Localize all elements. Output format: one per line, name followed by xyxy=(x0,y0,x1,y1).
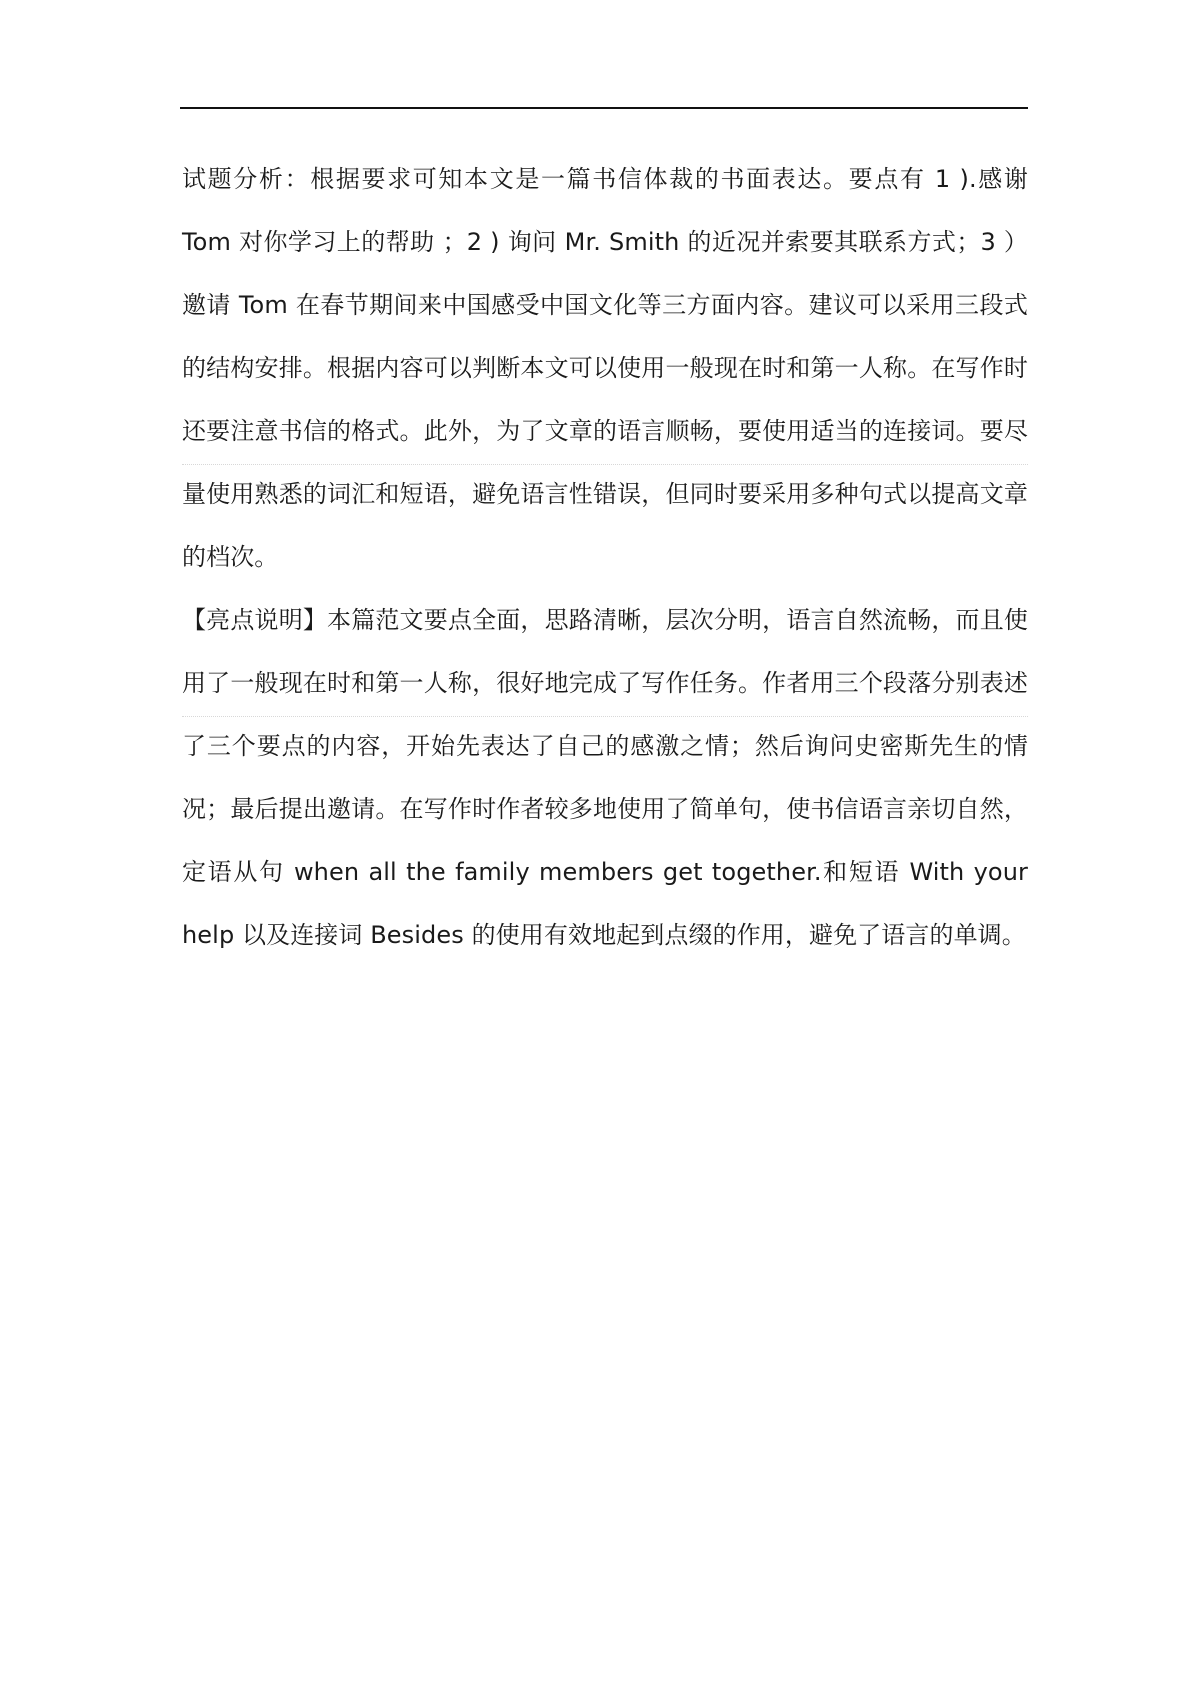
highlights-paragraph: 【亮点说明】本篇范文要点全面，思路清晰，层次分明，语言自然流畅，而且使用了一般现在时和第一人称，很好地完成了写作任务。作者用三个段落分别表述了三个要点的内容，开始先表达了自己的感激之情；然后询问史密斯先生的情况；最后提出邀请。在写作时作者较多地使用了简单句，使书信语言亲切自然，定语从句 when all the family members get together.和短语 With your help 以及连接词 Besides 的使用有效地起到点缀的作用，避免了语言的单调。 xyxy=(182,606,1028,949)
header-rule xyxy=(180,107,1028,109)
analysis-paragraph: 试题分析：根据要求可知本文是一篇书信体裁的书面表达。要点有 1 ).感谢 Tom 对你学习上的帮助 ；2 ) 询问 Mr. Smith 的近况并索要其联系方式；3 ） 邀请 Tom 在春节期间来中国感受中国文化等三方面内容。建议可以采用三段式的结构安排。根据内容可以判断本文可以使用一般现在时和第一人称。在写作时还要注意书信的格式。此外，为了文章的语言顺畅，要使用适当的连接词。要尽量使用熟悉的词汇和短语，避免语言性错误，但同时要采用多种句式以提高文章的档次。 xyxy=(182,165,1028,571)
document-body xyxy=(182,148,1028,967)
